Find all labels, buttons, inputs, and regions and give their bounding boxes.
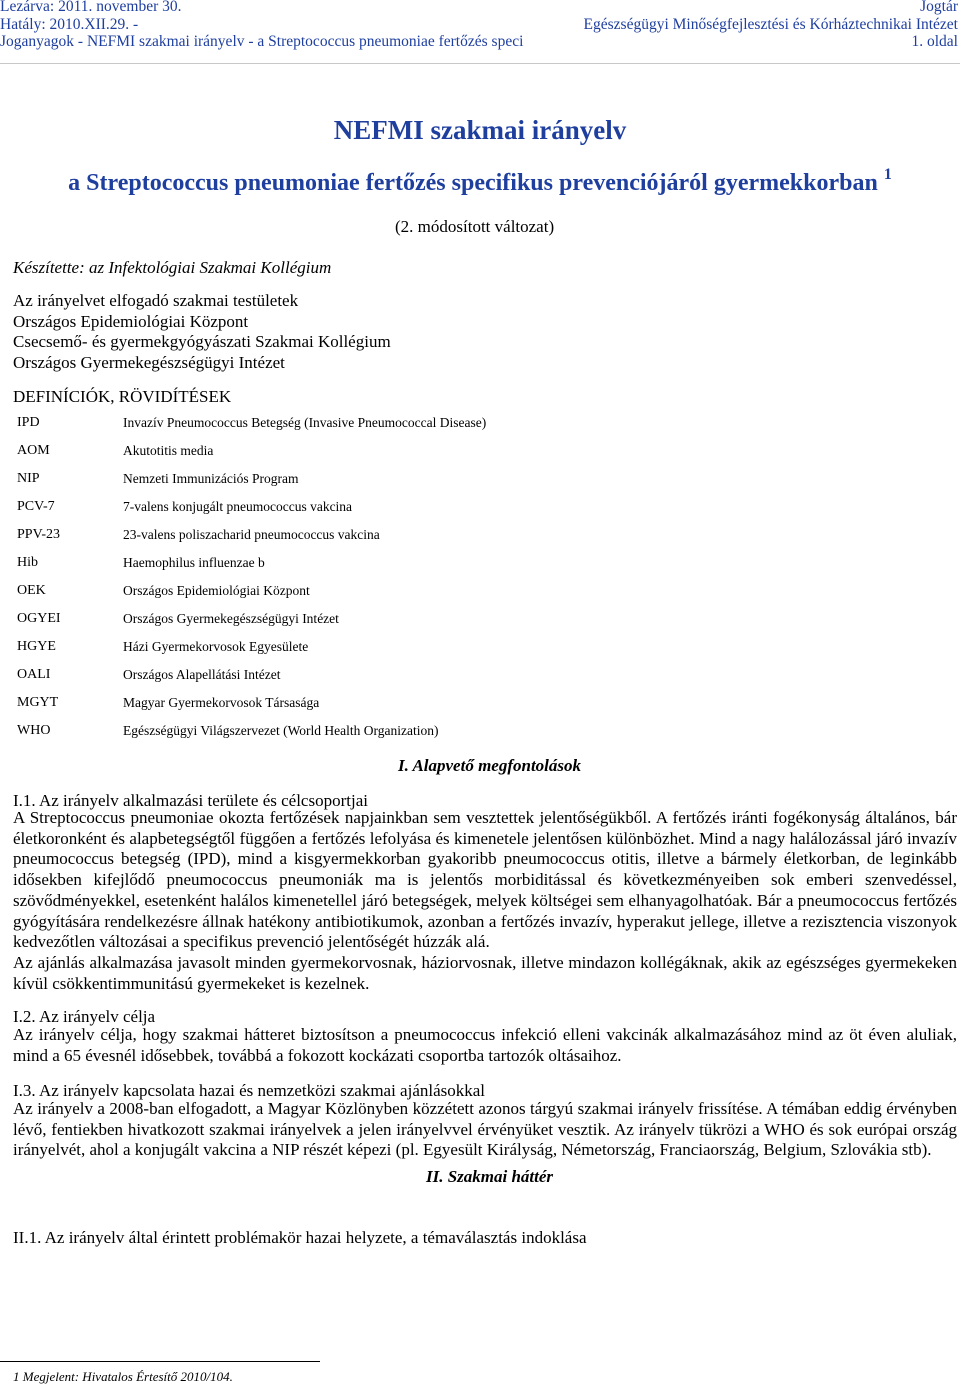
abbreviation-definition: Haemophilus influenzae b bbox=[123, 555, 265, 570]
accepting-body: Országos Gyermekegészségügyi Intézet bbox=[13, 352, 285, 372]
document-subtitle bbox=[0, 166, 960, 197]
paragraph-relation: Az irányelv a 2008-ban elfogadott, a Magyar Közlönyben közzétett azonos tárgyú szakmai irányelv frissítése. A témában eddig érvényben lévő, fentiekben hivatkozott szakmai irányelvek a jelen irányelvvel érvényüket vesztik. Az irányelv tükrözi a WHO és sok európai ország irányelvét, ahol a konjugált vakcina a NIP részét képezi (pl. Egyesült Királyság, Németország, Franciaország, Belgium, Szlovákia stb). bbox=[13, 1099, 957, 1160]
abbreviation-term: OGYEI bbox=[17, 611, 61, 626]
abbreviation-definition: Országos Gyermekegészségügyi Intézet bbox=[123, 611, 339, 626]
author-line: Készítette: az Infektológiai Szakmai Kollégium bbox=[13, 258, 332, 277]
page-header bbox=[0, 0, 960, 64]
paragraph-scope-2: Az ajánlás alkalmazása javasolt minden gyermekorvosnak, háziorvosnak, illetve mindazon kollégáknak, akik az egészséges gyermekeken kívül csökkentimmunitású gyermekeket is kezelnek. bbox=[13, 953, 957, 993]
footnote: 1 Megjelent: Hivatalos Értesítő 2010/104. bbox=[13, 1369, 233, 1384]
abbreviation-term: PPV-23 bbox=[17, 527, 61, 542]
header-divider bbox=[0, 63, 960, 64]
paragraph-scope-1: A Streptococcus pneumoniae okozta fertőzések napjainkban sem vesztettek jelentőségükből. A fertőzés iránti fogékonyság általános, bár életkoronként és alapbetegségtől függően a fertőzés lefolyása és kimenetele jelentősen különbözhet. Mind a nagy halálozással járó invazív pneumococcus betegség (IPD), mind a kisgyermekkorban gyakoribb pneumococcus otitis, illetve a bármely életkorban, de leginkább idősekben kifejlődő pneumococcus pneumoniák ma is jelentős morbiditással és következményeiben sok emberi szenvedéssel, szövődményekkel, esetenként halálos kimenetellel járó betegségek, melyek költségei sem elhanyagolhatóak. Bár a pneumococcus fertőzés gyógyítására rendelkezésre állnak hatékony antibiotikumok, azonban a fertőzés invazív, hyperakut jellege, illetve a rezisztencia viszonyok kedvezőtlen változásai a specifikus prevenció jelentőségét húzzák alá. bbox=[13, 808, 957, 952]
abbreviation-definition: Akutotitis media bbox=[123, 443, 214, 458]
subtitle-text: a Streptococcus pneumoniae fertőzés specifikus prevenciójáról gyermekkorban bbox=[68, 170, 878, 196]
subsection-heading-scope: I.1. Az irányelv alkalmazási területe és célcsoportjai bbox=[13, 791, 368, 810]
header-page-number: 1. oldal bbox=[911, 33, 958, 50]
section-heading-basic-considerations: I. Alapvető megfontolások bbox=[397, 756, 582, 775]
footnote-reference[interactable]: 1 bbox=[883, 166, 892, 183]
abbreviation-definition: 7-valens konjugált pneumococcus vakcina bbox=[123, 499, 353, 514]
abbreviation-definition: Országos Epidemiológiai Központ bbox=[123, 583, 310, 598]
definitions-heading: DEFINÍCIÓK, RÖVIDÍTÉSEK bbox=[13, 387, 232, 406]
abbreviation-definition: Magyar Gyermekorvosok Társasága bbox=[123, 695, 320, 710]
abbreviation-term: HGYE bbox=[17, 639, 56, 654]
abbreviation-term: MGYT bbox=[17, 695, 59, 710]
subsection-heading-domestic-situation: II.1. Az irányelv által érintett problémakör hazai helyzete, a témaválasztás indoklása bbox=[13, 1228, 587, 1247]
header-closed-date: Lezárva: 2011. november 30. bbox=[0, 0, 182, 15]
header-left bbox=[0, 0, 523, 51]
abbreviation-definition: 23-valens poliszacharid pneumococcus vakcina bbox=[123, 527, 380, 542]
subsection-heading-aim: I.2. Az irányelv célja bbox=[13, 1007, 156, 1026]
header-institute: Egészségügyi Minőségfejlesztési és Kórháztechnikai Intézet bbox=[583, 15, 958, 33]
paragraph-aim: Az irányelv célja, hogy szakmai hátteret biztosítson a pneumococcus infekció elleni vakcinák alkalmazásához mind az öt éven aluliak, mind a 65 évesnél idősebbek, továbbá a fokozott kockázati csoportba tartozók oltásaihoz. bbox=[13, 1025, 957, 1065]
footnote-divider bbox=[0, 1361, 320, 1362]
abbreviation-term: IPD bbox=[17, 415, 40, 430]
subsection-heading-relation: I.3. Az irányelv kapcsolata hazai és nemzetközi szakmai ajánlásokkal bbox=[13, 1081, 486, 1100]
header-right bbox=[584, 0, 958, 51]
abbreviation-term: AOM bbox=[17, 443, 50, 458]
abbreviation-definition: Nemzeti Immunizációs Program bbox=[123, 471, 299, 486]
abbreviation-definition: Házi Gyermekorvosok Egyesülete bbox=[123, 639, 309, 654]
abbreviation-definition: Invazív Pneumococcus Betegség (Invasive Pneumococcal Disease) bbox=[123, 415, 487, 430]
abbreviation-definition: Egészségügyi Világszervezet (World Health Organization) bbox=[123, 723, 439, 738]
abbreviation-term: Hib bbox=[17, 555, 38, 570]
version-note: (2. módosított változat) bbox=[395, 217, 555, 236]
abbreviation-term: OEK bbox=[17, 583, 46, 598]
abbreviation-definition: Országos Alapellátási Intézet bbox=[123, 667, 281, 682]
abbreviation-term: NIP bbox=[17, 471, 40, 486]
header-source: Jogtár bbox=[920, 0, 958, 15]
abbreviation-term: WHO bbox=[17, 723, 51, 738]
header-document-path: Joganyagok - NEFMI szakmai irányelv - a Streptococcus pneumoniae fertőzés speci bbox=[0, 33, 524, 50]
abbreviation-term: OALI bbox=[17, 667, 51, 682]
section-heading-professional-background: II. Szakmai háttér bbox=[425, 1167, 554, 1186]
header-effective-date: Hatály: 2010.XII.29. - bbox=[0, 15, 139, 33]
accepting-body: Országos Epidemiológiai Központ bbox=[13, 311, 249, 331]
abbreviation-term: PCV-7 bbox=[17, 499, 55, 514]
accepting-bodies bbox=[13, 291, 391, 373]
document-title: NEFMI szakmai irányelv bbox=[333, 115, 627, 145]
accepting-bodies-heading: Az irányelvet elfogadó szakmai testületek bbox=[13, 291, 299, 310]
accepting-body: Csecsemő- és gyermekgyógyászati Szakmai Kollégium bbox=[13, 332, 391, 351]
